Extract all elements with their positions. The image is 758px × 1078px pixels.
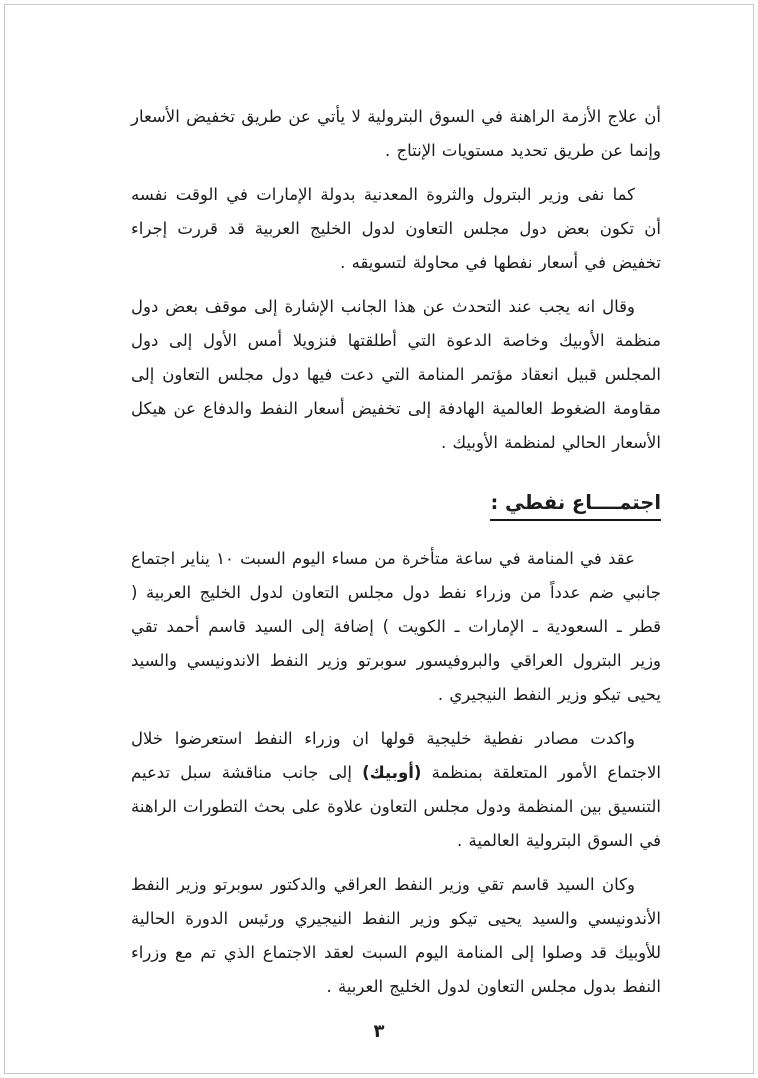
- paragraph-text: واكدت مصادر نفطية خليجية قولها ان وزراء النفط استعرضوا خلال الاجتماع الأمور المتعلقة بمنظمة: [131, 729, 661, 782]
- document-page: [131, 100, 661, 1014]
- section-heading-text: اجتمــــاع نفطي :: [490, 491, 661, 521]
- section-heading: [131, 486, 661, 520]
- paragraph: عقد في المنامة في ساعة متأخرة من مساء اليوم السبت ١٠ يناير اجتماع جانبي ضم عدداً من وزراء نفط دول مجلس التعاون لدول الخليج العربية ( قطر ـ السعودية ـ الإمارات ـ الكويت ) إضافة إلى السيد قاسم أحمد تقي وزير البترول العراقي والبروفيسور سوبرتو وزير النفط الاندونيسي والسيد يحيى تيكو وزير النفط النيجيري .: [131, 549, 661, 704]
- paragraph-bold-text: (أوبيك): [362, 763, 422, 782]
- paragraph: [131, 722, 661, 858]
- paragraph: أن علاج الأزمة الراهنة في السوق البترولية لا يأتي عن طريق تخفيض الأسعار وإنما عن طريق تحديد مستويات الإنتاج .: [131, 107, 661, 160]
- paragraph-text: إلى جانب مناقشة سبل تدعيم التنسيق بين المنظمة ودول مجلس التعاون علاوة على بحث التطورات الراهنة في السوق البترولية العالمية .: [131, 763, 661, 850]
- paragraph: وقال انه يجب عند التحدث عن هذا الجانب الإشارة إلى موقف بعض دول منظمة الأوبيك وخاصة الدعوة التي أطلقتها فنزويلا أمس الأول إلى دول المجلس قبيل انعقاد مؤتمر المنامة التي دعت فيها دول مجلس التعاون إلى مقاومة الضغوط العالمية الهادفة إلى تخفيض أسعار النفط والدفاع عن هيكل الأسعار الحالي لمنظمة الأوبيك .: [131, 297, 661, 452]
- paragraph: كما نفى وزير البترول والثروة المعدنية بدولة الإمارات في الوقت نفسه أن تكون بعض دول مجلس التعاون لدول الخليج العربية قد قررت إجراء تخفيض في أسعار نفطها في محاولة لتسويقه .: [131, 185, 661, 272]
- paragraph: وكان السيد قاسم تقي وزير النفط العراقي والدكتور سوبرتو وزير النفط الأندونيسي والسيد يحيى تيكو وزير النفط النيجيري ورئيس الدورة الحالية للأوبيك قد وصلوا إلى المنامة اليوم السبت لعقد الاجتماع الذي تم مع وزراء النفط بدول مجلس التعاون لدول الخليج العربية .: [131, 875, 661, 996]
- page-number: ٣: [373, 1021, 385, 1042]
